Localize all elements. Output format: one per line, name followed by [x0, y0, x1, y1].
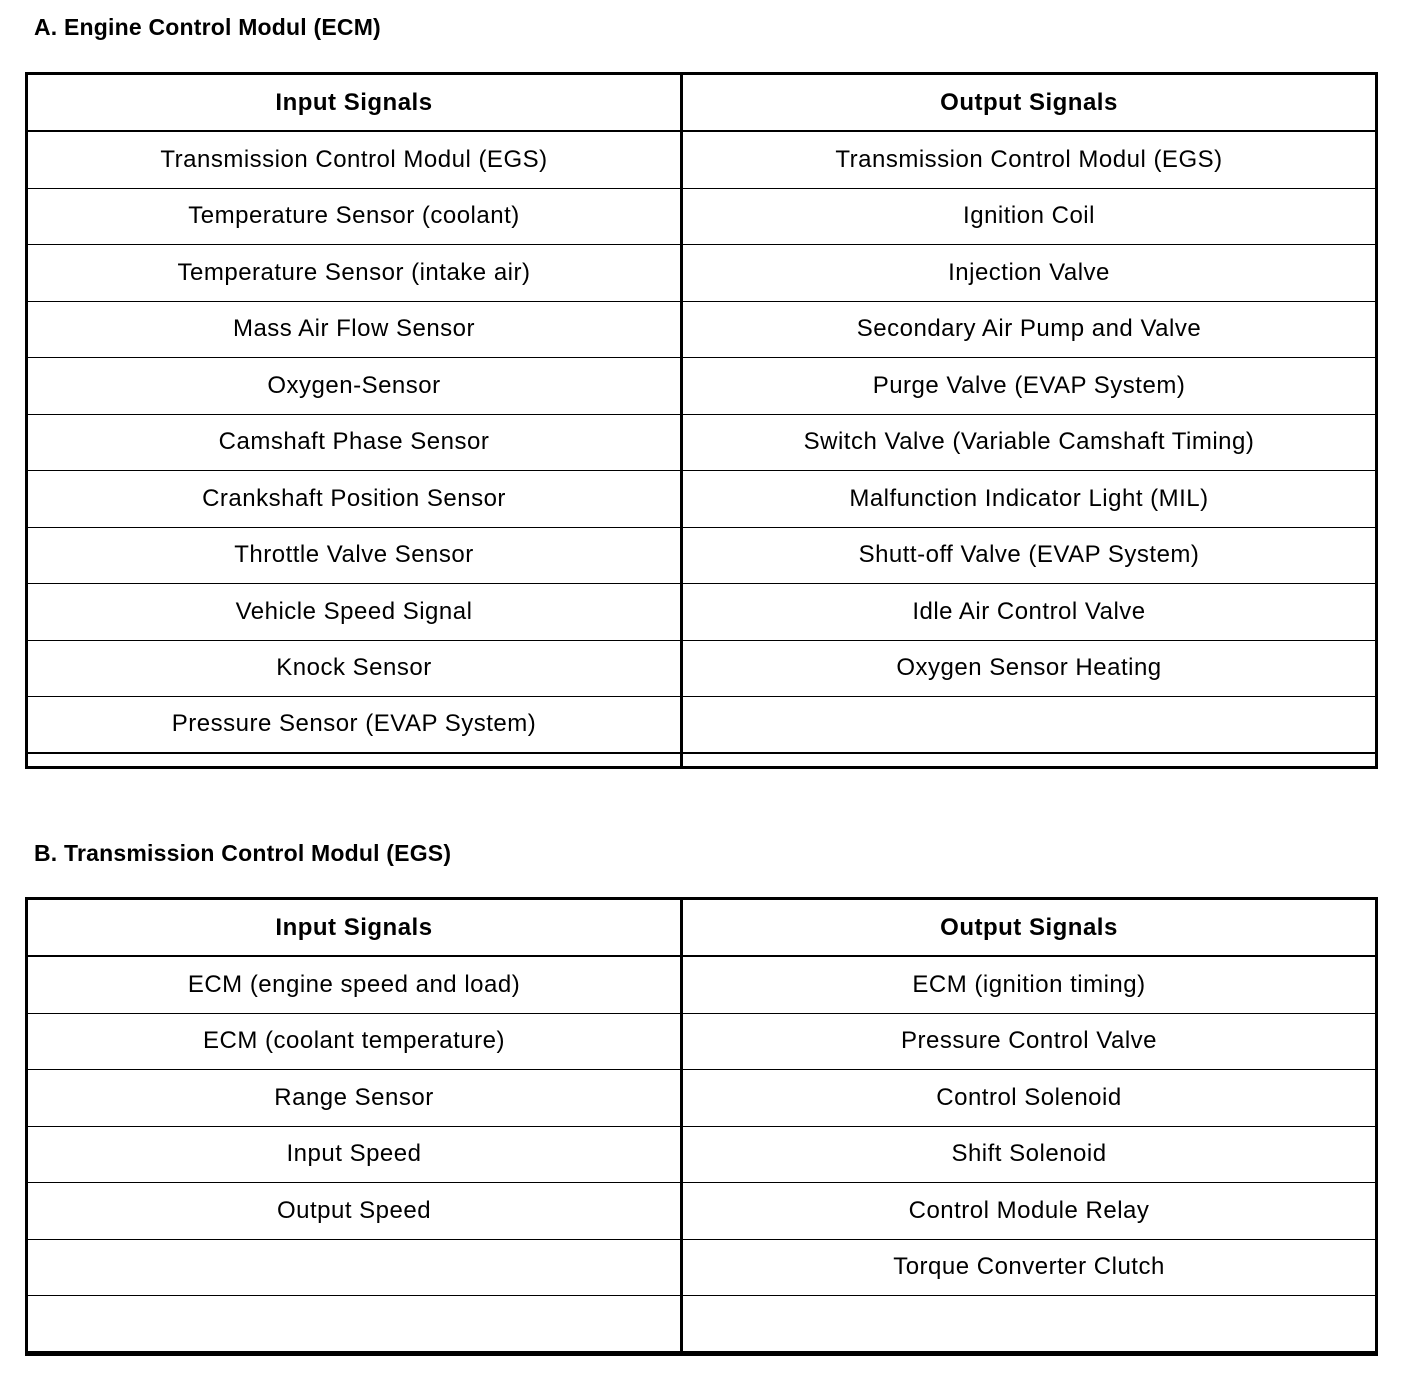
ecm-output-cell: Switch Valve (Variable Camshaft Timing): [683, 415, 1375, 472]
egs-input-cell-empty: [28, 1296, 680, 1353]
egs-output-cell: ECM (ignition timing): [683, 957, 1375, 1014]
ecm-output-cell: Secondary Air Pump and Valve: [683, 302, 1375, 359]
egs-input-cell: Range Sensor: [28, 1070, 680, 1127]
ecm-output-cell: Purge Valve (EVAP System): [683, 358, 1375, 415]
ecm-input-cell: Throttle Valve Sensor: [28, 528, 680, 585]
ecm-input-cell: Temperature Sensor (intake air): [28, 245, 680, 302]
egs-input-cell-empty: [28, 1240, 680, 1297]
ecm-output-cell: Shutt-off Valve (EVAP System): [683, 528, 1375, 585]
section-b-title: B. Transmission Control Modul (EGS): [34, 840, 452, 866]
egs-input-column: [28, 900, 683, 1353]
egs-input-cell: ECM (coolant temperature): [28, 1014, 680, 1071]
ecm-output-header: Output Signals: [683, 75, 1375, 132]
egs-output-cell-empty: [683, 1296, 1375, 1353]
ecm-input-header: Input Signals: [28, 75, 680, 132]
ecm-output-column: [683, 75, 1375, 766]
section-a-title: A. Engine Control Modul (ECM): [34, 14, 381, 40]
ecm-input-cell: Transmission Control Modul (EGS): [28, 132, 680, 189]
ecm-input-cell: Temperature Sensor (coolant): [28, 189, 680, 246]
egs-input-header: Input Signals: [28, 900, 680, 957]
ecm-input-cell: Mass Air Flow Sensor: [28, 302, 680, 359]
egs-input-cell: Input Speed: [28, 1127, 680, 1184]
ecm-input-cell: Knock Sensor: [28, 641, 680, 698]
ecm-output-cell: Ignition Coil: [683, 189, 1375, 246]
ecm-output-cell: Injection Valve: [683, 245, 1375, 302]
ecm-output-cell: Malfunction Indicator Light (MIL): [683, 471, 1375, 528]
egs-output-cell: Torque Converter Clutch: [683, 1240, 1375, 1297]
egs-output-header: Output Signals: [683, 900, 1375, 957]
egs-signal-table: [25, 897, 1378, 1356]
egs-output-cell: Pressure Control Valve: [683, 1014, 1375, 1071]
ecm-input-cell: Vehicle Speed Signal: [28, 584, 680, 641]
ecm-output-cell: Idle Air Control Valve: [683, 584, 1375, 641]
egs-input-cell: Output Speed: [28, 1183, 680, 1240]
ecm-input-column: [28, 75, 683, 766]
egs-input-cell: ECM (engine speed and load): [28, 957, 680, 1014]
ecm-input-cell: Oxygen-Sensor: [28, 358, 680, 415]
egs-output-cell: Control Solenoid: [683, 1070, 1375, 1127]
ecm-input-cell: Crankshaft Position Sensor: [28, 471, 680, 528]
ecm-output-cell: Transmission Control Modul (EGS): [683, 132, 1375, 189]
ecm-input-cell: Pressure Sensor (EVAP System): [28, 697, 680, 754]
ecm-output-cell-empty: [683, 697, 1375, 754]
ecm-output-cell: Oxygen Sensor Heating: [683, 641, 1375, 698]
ecm-input-cell: Camshaft Phase Sensor: [28, 415, 680, 472]
egs-output-cell: Shift Solenoid: [683, 1127, 1375, 1184]
egs-output-column: [683, 900, 1375, 1353]
ecm-signal-table: [25, 72, 1378, 769]
egs-output-cell: Control Module Relay: [683, 1183, 1375, 1240]
